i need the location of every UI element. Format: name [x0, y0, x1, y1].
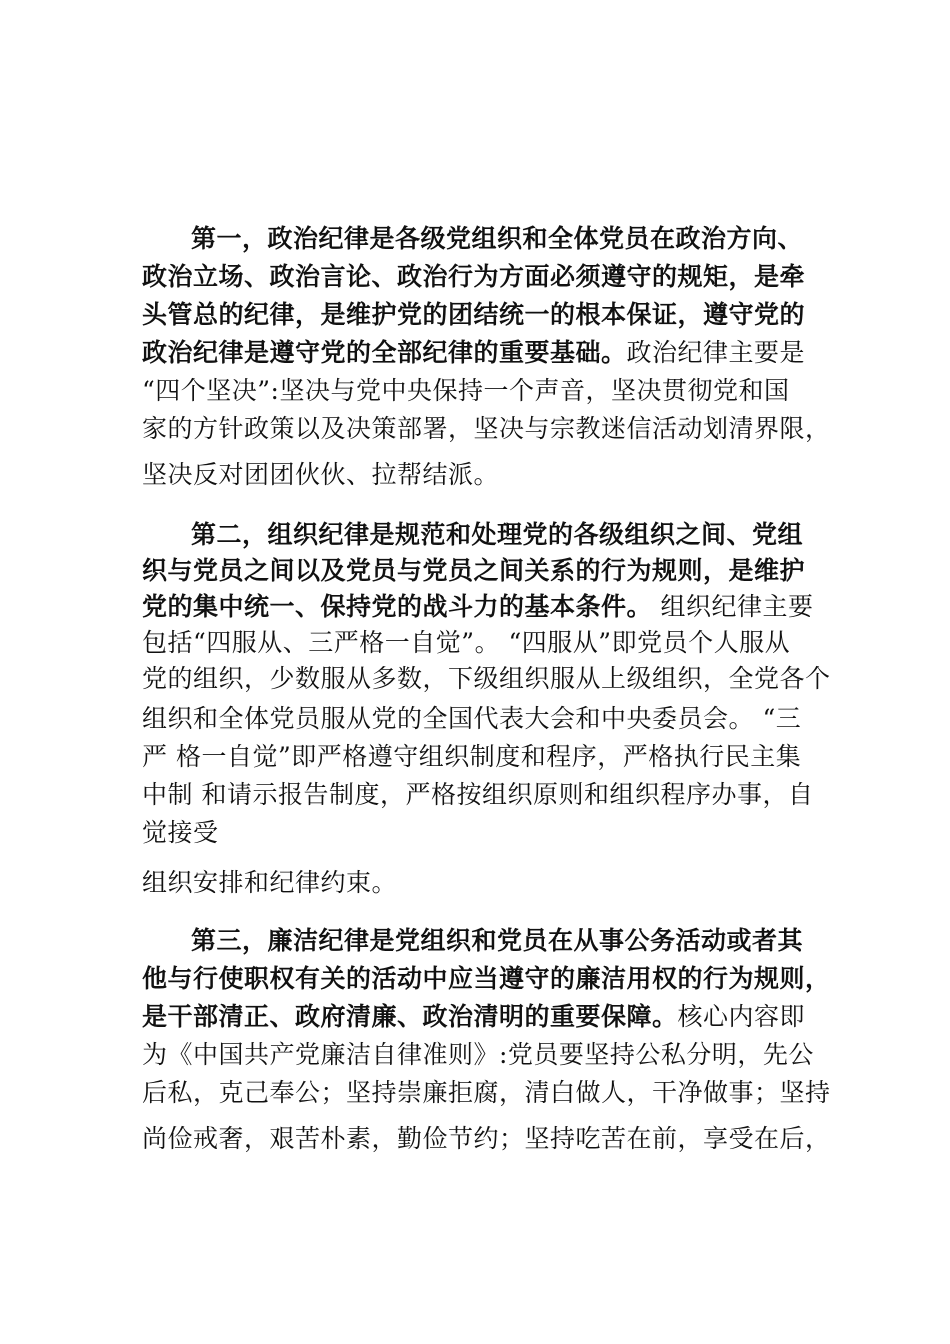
text-segment: 尚俭戒奢，艰苦朴素，勤俭节约；坚持吃苦在前，享受在后，	[142, 1124, 831, 1153]
text-line	[142, 778, 832, 812]
text-line	[191, 518, 881, 552]
bold-text-segment: 第一，政治纪律是各级党组织和全体党员在政治方向、	[191, 224, 804, 253]
text-line	[142, 702, 832, 736]
bold-text-segment: 第二，组织纪律是规范和处理党的各级组织之间、党组	[191, 520, 804, 549]
text-line	[142, 740, 832, 774]
text-segment: 中制 和请示报告制度，严格按组织原则和组织程序办事，自	[142, 780, 814, 809]
text-line	[191, 924, 881, 958]
bold-text-segment: 政治纪律是遵守党的全部纪律的重要基础。	[142, 338, 627, 367]
text-segment: 为《中国共产党廉洁自律准则》:党员要坚持公私分明，先公	[142, 1040, 814, 1069]
bold-text-segment: 头管总的纪律，是维护党的团结统一的根本保证，遵守党的	[142, 300, 806, 329]
bold-text-segment: 党的集中统一、保持党的战斗力的基本条件。	[142, 592, 653, 621]
text-segment: “四个坚决”:坚决与党中央保持一个声音，坚决贯彻党和国	[142, 376, 790, 405]
text-line	[142, 260, 832, 294]
bold-text-segment: 织与党员之间以及党员与党员之间关系的行为规则，是维护	[142, 556, 806, 585]
text-segment: 家的方针政策以及决策部署，坚决与宗教迷信活动划清界限，	[142, 414, 831, 443]
text-line	[191, 222, 881, 256]
text-segment: 觉接受	[142, 818, 219, 847]
text-line	[142, 662, 832, 696]
bold-text-segment: 他与行使职权有关的活动中应当遵守的廉洁用权的行为规则，	[142, 964, 831, 993]
text-line	[142, 298, 832, 332]
text-line	[142, 626, 832, 660]
text-segment: 坚决反对团团伙伙、拉帮结派。	[142, 460, 500, 489]
text-segment: 核心内容即	[677, 1002, 806, 1031]
text-line	[142, 458, 832, 492]
text-line	[142, 336, 832, 370]
text-line	[142, 1000, 832, 1034]
text-line	[142, 412, 832, 446]
bold-text-segment: 是干部清正、政府清廉、政治清明的重要保障。	[142, 1002, 678, 1031]
text-line	[142, 374, 832, 408]
text-segment: 组织纪律主要	[652, 592, 814, 621]
text-segment: 包括“四服从、三严格一自觉”。 “四服从”即党员个人服从	[142, 628, 791, 657]
text-line	[142, 1076, 832, 1110]
text-segment: 严 格一自觉”即严格遵守组织制度和程序，严格执行民主集	[142, 742, 802, 771]
text-line	[142, 1122, 832, 1156]
bold-text-segment: 第三，廉洁纪律是党组织和党员在从事公务活动或者其	[191, 926, 804, 955]
text-line	[142, 1038, 832, 1072]
text-line	[142, 962, 832, 996]
text-segment: 后私，克己奉公；坚持崇廉拒腐，清白做人，干净做事；坚持	[142, 1078, 831, 1107]
bold-text-segment: 政治立场、政治言论、政治行为方面必须遵守的规矩，是牵	[142, 262, 806, 291]
text-segment: 组织和全体党员服从党的全国代表大会和中央委员会。 “三	[142, 704, 802, 733]
text-segment: 组织安排和纪律约束。	[142, 868, 398, 897]
text-line	[142, 816, 832, 850]
text-line	[142, 590, 832, 624]
text-line	[142, 554, 832, 588]
text-line	[142, 866, 832, 900]
text-segment: 党的组织，少数服从多数，下级组织服从上级组织，全党各个	[142, 664, 831, 693]
text-segment: 政治纪律主要是	[626, 338, 806, 367]
